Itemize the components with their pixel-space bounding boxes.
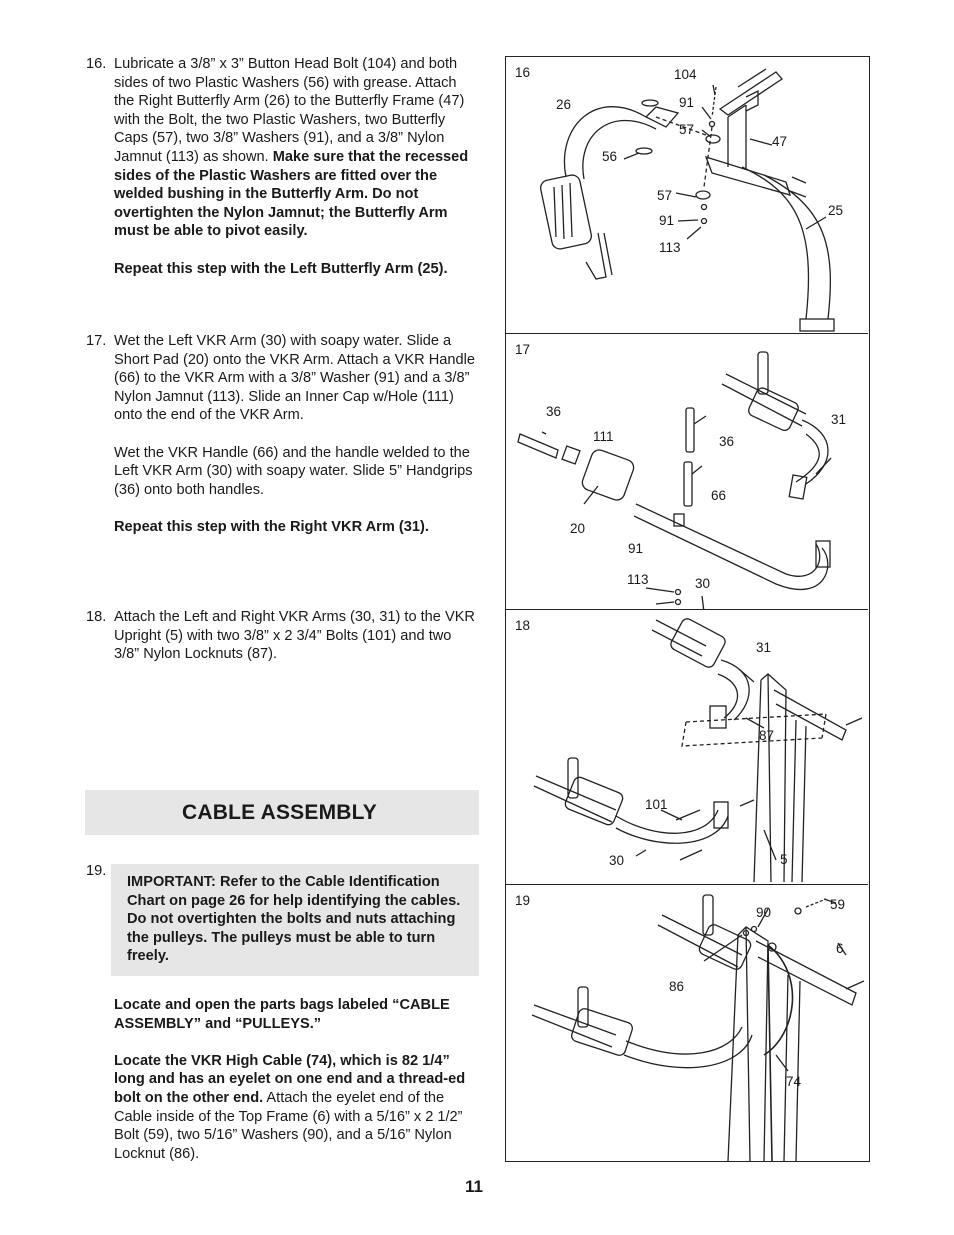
step-17-paragraph-2: Wet the VKR Handle (66) and the handle welded to the Left VKR Arm (30) with soapy water. Slide 5” Handgrips (36) onto both handles. <box>114 444 473 498</box>
figure-18-drawing <box>506 610 868 885</box>
callout: 57 <box>657 188 673 203</box>
callout: 5 <box>780 852 788 867</box>
step-17-repeat-note: Repeat this step with the Right VKR Arm (31). <box>114 518 429 535</box>
step-number: 17. <box>86 333 107 349</box>
callout: 26 <box>556 97 572 112</box>
callout: 47 <box>772 134 788 149</box>
section-header <box>85 790 479 835</box>
figure-label: 17 <box>515 342 531 357</box>
callout: 36 <box>719 434 735 449</box>
step-19-paragraph-2 <box>114 1052 480 1164</box>
step-17 <box>86 332 486 537</box>
section-title: CABLE ASSEMBLY <box>182 801 377 824</box>
figure-17-drawing <box>506 334 868 610</box>
step-19-body <box>114 996 480 1163</box>
callout: 91 <box>659 213 675 228</box>
step-19-bold-text: Locate the VKR High Cable (74), which is 82 1/4” long and has an eyelet on one end and a thread-ed bolt on the other end. <box>114 1052 466 1106</box>
callout: 20 <box>570 521 586 536</box>
callout: 91 <box>679 95 695 110</box>
callout: 36 <box>546 404 562 419</box>
callout: 25 <box>828 203 844 218</box>
figure-19 <box>506 885 868 1161</box>
step-16-warning: Make sure that the recessed sides of the Plastic Washers are fitted over the welded bushing in the Butterfly Arm. Do not overtighten the Nylon Jamnut; the Butterfly Arm must be able to pivot easily. <box>114 148 469 240</box>
callout: 31 <box>831 412 847 427</box>
step-19-paragraph-1: Locate and open the parts bags labeled “CABLE ASSEMBLY” and “PULLEYS.” <box>114 997 450 1032</box>
callout: 31 <box>756 640 772 655</box>
callout: 74 <box>786 1074 802 1089</box>
figure-18 <box>506 610 868 885</box>
callout: 66 <box>711 488 727 503</box>
callout: 111 <box>593 429 614 444</box>
figure-label: 19 <box>515 893 531 908</box>
step-16-repeat-note: Repeat this step with the Left Butterfly Arm (25). <box>114 260 448 277</box>
callout: 86 <box>669 979 685 994</box>
figure-label: 18 <box>515 618 531 633</box>
callout: 56 <box>602 149 618 164</box>
callout: 104 <box>674 67 697 82</box>
figure-19-drawing <box>506 885 868 1161</box>
step-number: 19. <box>86 863 107 879</box>
callout: 30 <box>695 576 711 591</box>
callout: 59 <box>830 897 846 912</box>
important-note: IMPORTANT: Refer to the Cable Identification Chart on page 26 for help identifying the cables. Do not overtighten the bolts and nuts attaching the pulleys. The pulleys must be able to turn freely. <box>111 864 479 976</box>
callout: 113 <box>627 572 649 587</box>
callout: 90 <box>756 905 772 920</box>
step-16 <box>86 55 486 278</box>
step-number: 16. <box>86 56 107 72</box>
step-number: 18. <box>86 609 107 625</box>
callout: 57 <box>679 122 695 137</box>
callout: 91 <box>628 541 644 556</box>
figure-16 <box>506 57 868 334</box>
step-18-paragraph-1: Attach the Left and Right VKR Arms (30, 31) to the VKR Upright (5) with two 3/8” x 2 3/4” Bolts (101) and two 3/8” Nylon Locknuts (87). <box>114 609 475 663</box>
figure-label: 16 <box>515 65 531 80</box>
callout: 6 <box>836 941 844 956</box>
step-19-text: Attach the eyelet end of the Cable inside of the Top Frame (6) with a 5/16” x 2 1/2” Bolt (59), two 5/16” Washers (90), and a 5/16” Nylon Locknut (86). <box>114 1089 463 1162</box>
step-16-paragraph-1 <box>114 55 480 241</box>
callout: 30 <box>609 853 625 868</box>
page-number: 11 <box>465 1177 483 1196</box>
callout: 113 <box>659 240 681 255</box>
step-16-text: Lubricate a 3/8” x 3” Button Head Bolt (104) and both sides of two Plastic Washers (56) with grease. Attach the Right Butterfly Arm (26) to the Butterfly Frame (47) with the Bolt, the two Plastic Washers, two Butterfly Caps (57), two 3/8” Washers (91), and a 3/8” Nylon Jamnut (113) as shown. <box>114 56 465 165</box>
callout: 101 <box>645 797 668 812</box>
assembly-figures <box>505 56 870 1162</box>
step-17-paragraph-1: Wet the Left VKR Arm (30) with soapy water. Slide a Short Pad (20) onto the VKR Arm. Attach a VKR Handle (66) to the VKR Arm with a 3/8” Washer (91) and a 3/8” Nylon Jamnut (113). Slide an Inner Cap w/Hole (111) onto the end of the VKR Arm. <box>114 333 475 424</box>
figure-17 <box>506 334 868 610</box>
callout: 87 <box>759 728 775 743</box>
step-18 <box>86 608 486 664</box>
